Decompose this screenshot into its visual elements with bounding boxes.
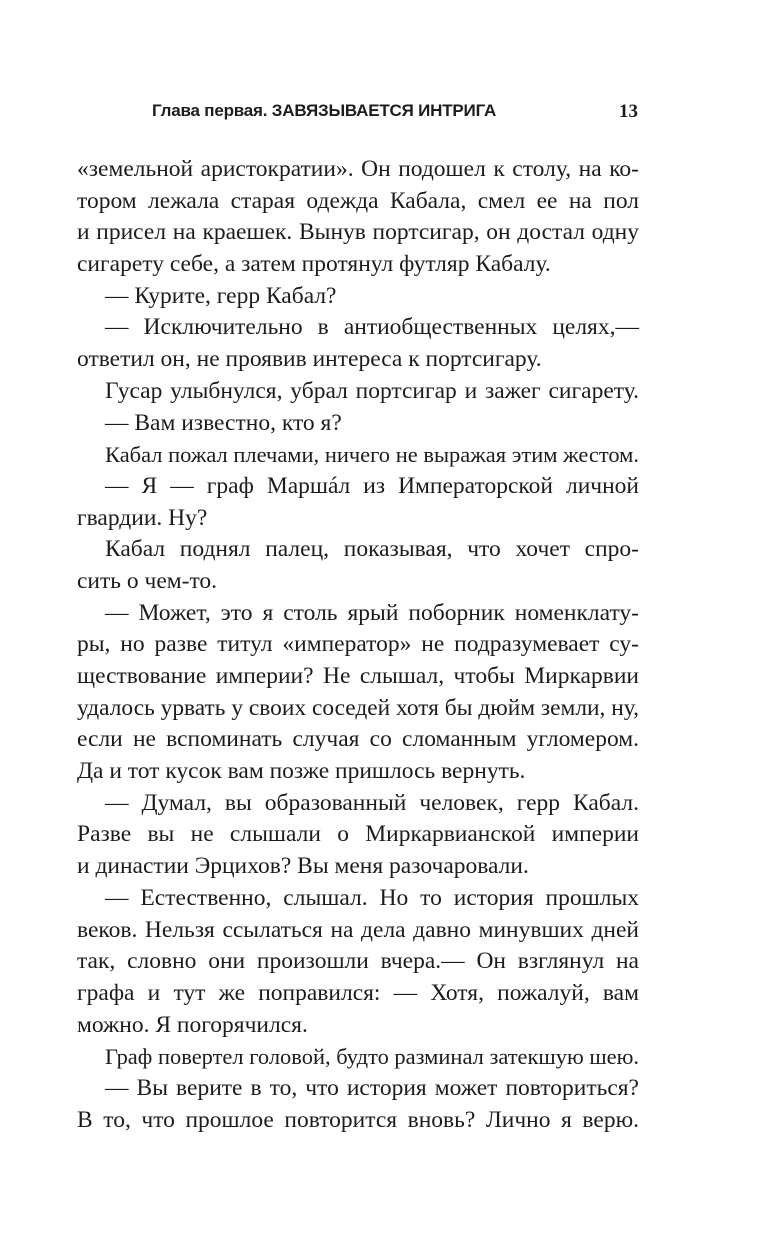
text-line: — Естественно, слышал. Но то история прошлых — [105, 884, 639, 911]
text-line: удалось урвать у своих соседей хотя бы дюйм земли, ну, — [77, 694, 639, 721]
text-line: Да и тот кусок вам позже пришлось вернуть. — [77, 758, 526, 785]
text-line: — Вы верите в то, что история может повториться? — [105, 1074, 639, 1101]
text-line: Граф повертел головой, будто разминал затекшую шею. — [105, 1044, 640, 1070]
text-line: так, словно они произошли вчера.— Он взглянул на — [77, 948, 639, 975]
text-line: Разве вы не слышали о Миркарвианской империи — [77, 821, 639, 848]
text-line: можно. Я погорячился. — [77, 1011, 308, 1038]
text-line: и династии Эрцихов? Вы меня разочаровали. — [77, 853, 529, 880]
text-line: — Исключительно в антиобщественных целях,— — [105, 314, 639, 341]
page-number: 13 — [619, 101, 638, 122]
text-line: — Вам известно, кто я? — [105, 409, 342, 436]
text-line: сить о чем-то. — [77, 567, 218, 594]
text-line: ответил он, не проявив интереса к портсигару. — [77, 346, 542, 373]
text-line: — Курите, герр Кабал? — [105, 282, 337, 309]
text-line: Кабал пожал плечами, ничего не выражая этим жестом. — [105, 442, 639, 468]
text-line: и присел на краешек. Вынув портсигар, он достал одну — [77, 219, 639, 246]
text-line: Гусар улыбнулся, убрал портсигар и зажег сигарету. — [105, 377, 639, 404]
text-line: если не вспоминать случая со сломанным угломером. — [77, 726, 639, 753]
body-text — [77, 154, 639, 1136]
text-line: веков. Нельзя ссылаться на дела давно минувших дней — [77, 916, 639, 943]
text-line: сигарету себе, а затем протянул футляр Кабалу. — [77, 251, 551, 278]
text-line: В то, что прошлое повторится вновь? Лично я верю. — [77, 1106, 639, 1133]
text-line: Кабал поднял палец, показывая, что хочет спро- — [105, 536, 639, 563]
running-header — [76, 101, 638, 129]
text-line: «земельной аристократии». Он подошел к столу, на ко- — [77, 156, 639, 182]
text-line: ществование империи? Не слышал, чтобы Миркарвии — [77, 663, 639, 689]
text-line: гвардии. Ну? — [77, 504, 208, 531]
text-line: — Я — граф Маршáл из Императорской личной — [105, 472, 639, 499]
text-line: — Думал, вы образованный человек, герр Кабал. — [105, 789, 639, 816]
text-line: — Может, это я столь ярый поборник номенклату- — [105, 599, 639, 626]
text-line: графа и тут же поправился: — Хотя, пожалуй, вам — [77, 979, 639, 1006]
text-line: ры, но разве титул «император» не подразумевает су- — [77, 631, 639, 658]
text-line: тором лежала старая одежда Кабала, смел ее на пол — [77, 187, 639, 214]
chapter-title: Глава первая. ЗАВЯЗЫВАЕТСЯ ИНТРИГА — [152, 101, 497, 120]
